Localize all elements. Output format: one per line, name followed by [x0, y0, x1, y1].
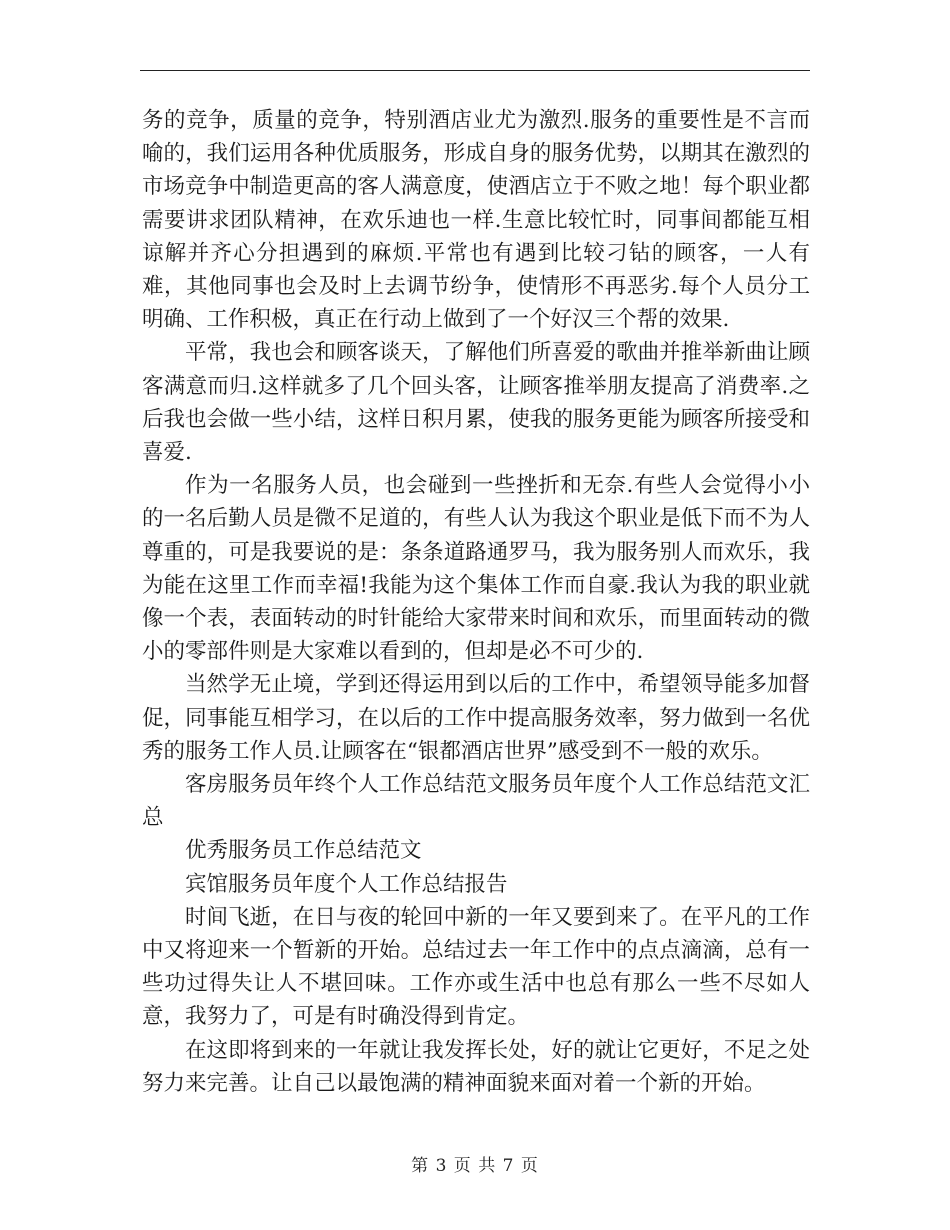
- page-number: 第 3 页 共 7 页: [411, 1156, 539, 1176]
- paragraph-5: 客房服务员年终个人工作总结范文服务员年度个人工作总结范文汇总: [142, 772, 810, 831]
- header-rule: [140, 70, 810, 71]
- paragraph-2: 平常，我也会和顾客谈天，了解他们所喜爱的歌曲并推举新曲让顾客满意而归.这样就多了几个回头客，让顾客推举朋友提高了消费率.之后我也会做一些小结，这样日积月累，使我的服务更能为顾客所接受和喜爱.: [142, 340, 810, 466]
- body-text: [142, 104, 810, 1100]
- paragraph-6: 优秀服务员工作总结范文: [185, 838, 422, 864]
- paragraph-8: 时间飞逝，在日与夜的轮回中新的一年又要到来了。在平凡的工作中又将迎来一个暂新的开始。总结过去一年工作中的点点滴滴，总有一些功过得失让人不堪回味。工作亦或生活中也总有那么一些不尽如人意，我努力了，可是有时确没得到肯定。: [142, 904, 810, 1030]
- paragraph-4: 当然学无止境，学到还得运用到以后的工作中，希望领导能多加督促，同事能互相学习，在以后的工作中提高服务效率，努力做到一名优秀的服务工作人员.让顾客在“银都酒店世界”感受到不一般的欢乐。: [142, 672, 810, 764]
- paragraph-7: 宾馆服务员年度个人工作总结报告: [185, 871, 508, 897]
- paragraph-3: 作为一名服务人员，也会碰到一些挫折和无奈.有些人会觉得小小的一名后勤人员是微不足道的，有些人认为我这个职业是低下而不为人尊重的，可是我要说的是：条条道路通罗马，我为服务别人而欢乐，我为能在这里工作而幸福!我能为这个集体工作而自豪.我认为我的职业就像一个表，表面转动的时针能给大家带来时间和欢乐，而里面转动的微小的零部件则是大家难以看到的，但却是必不可少的.: [142, 473, 810, 665]
- paragraph-9: 在这即将到来的一年就让我发挥长处，好的就让它更好，不足之处努力来完善。让自己以最饱满的精神面貌来面对着一个新的开始。: [142, 1037, 810, 1096]
- paragraph-1: 务的竞争，质量的竞争，特别酒店业尤为激烈.服务的重要性是不言而喻的，我们运用各种优质服务，形成自身的服务优势，以期其在激烈的市场竞争中制造更高的客人满意度，使酒店立于不败之地！每个职业都需要讲求团队精神，在欢乐迪也一样.生意比较忙时，同事间都能互相谅解并齐心分担遇到的麻烦.平常也有遇到比较刁钻的顾客，一人有难，其他同事也会及时上去调节纷争，使情形不再恶劣.每个人员分工明确、工作积极，真正在行动上做到了一个好汉三个帮的效果.: [142, 108, 810, 333]
